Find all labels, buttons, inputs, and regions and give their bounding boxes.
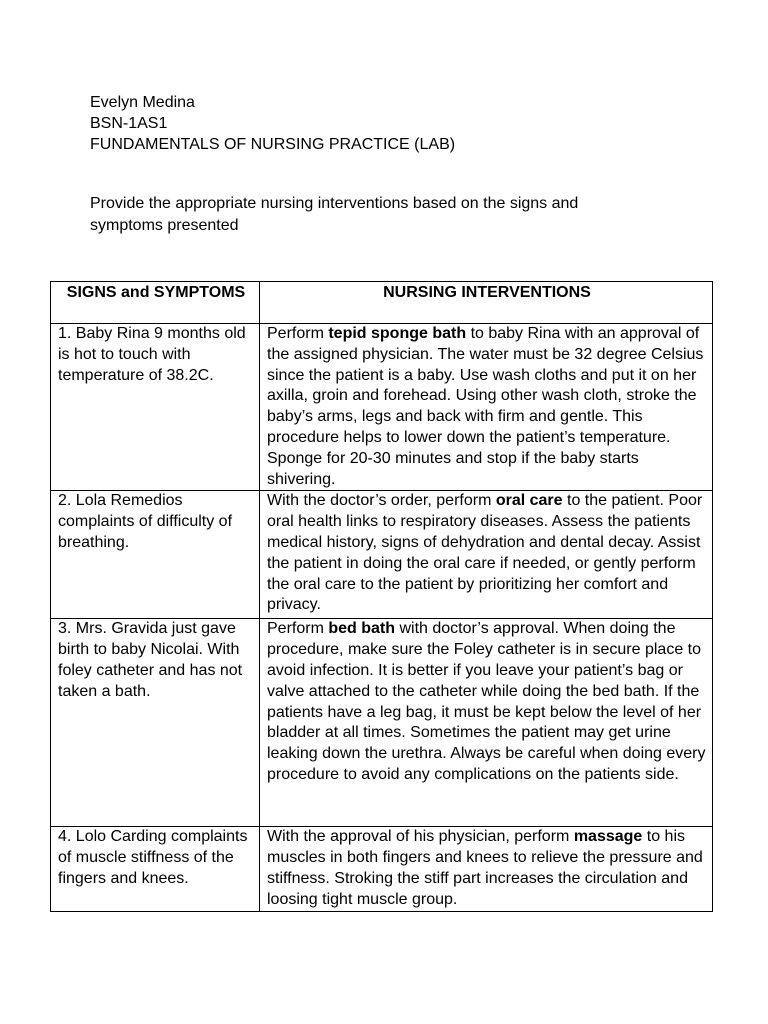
- intervention-text-pre: With the doctor’s order, perform: [267, 492, 496, 510]
- sign-cell: 2. Lola Remedios complaints of difficulty of breathing.: [51, 491, 260, 619]
- interventions-table: [50, 281, 713, 912]
- intervention-keyword: oral care: [495, 492, 563, 510]
- sign-cell: 1. Baby Rina 9 months old is hot to touch with temperature of 38.2C.: [51, 324, 260, 491]
- table-row: [51, 324, 713, 491]
- table-header-row: [51, 282, 713, 324]
- intervention-keyword: bed bath: [328, 620, 396, 638]
- intervention-text-pre: With the approval of his physician, perform: [267, 828, 574, 846]
- intervention-cell: [260, 827, 713, 911]
- table-row: [51, 827, 713, 911]
- course-title: FUNDAMENTALS OF NURSING PRACTICE (LAB): [90, 136, 456, 153]
- intervention-text-pre: Perform: [267, 325, 329, 342]
- header-nursing-interventions: NURSING INTERVENTIONS: [260, 282, 713, 324]
- intervention-text-pre: Perform: [267, 620, 329, 638]
- sign-cell: 3. Mrs. Gravida just gave birth to baby Nicolai. With foley catheter and has not taken a bath.: [51, 619, 260, 827]
- intervention-text-post: to the patient. Poor oral health links to respiratory diseases. Assess the patients medical history, signs of dehydration and dental decay. Assist the patient in doing the oral care if needed, or gently perform the oral care to the patient by prioritizing her comfort and privacy.: [267, 492, 703, 614]
- student-name: Evelyn Medina: [90, 94, 195, 111]
- intervention-text-post: with doctor’s approval. When doing the procedure, make sure the Foley catheter is in secure place to avoid infection. It is better if you leave your patient’s bag or valve attached to the catheter while doing the bed bath. If the patients have a leg bag, it must be kept below the level of her bladder at all times. Sometimes the patient may get urine leaking down the urethra. Always be careful when doing every procedure to avoid any complications on the patients side.: [267, 620, 706, 783]
- sign-cell: 4. Lolo Carding complaints of muscle stiffness of the fingers and knees.: [51, 827, 260, 911]
- intervention-text-post: to his muscles in both fingers and knees to relieve the pressure and stiffness. Stroking the stiff part increases the circulation and loosing tight muscle group.: [267, 828, 703, 908]
- document-header: [90, 92, 455, 155]
- student-section: BSN-1AS1: [90, 115, 168, 132]
- header-signs-symptoms: SIGNS and SYMPTOMS: [51, 282, 260, 324]
- table-row: [51, 619, 713, 827]
- intervention-keyword: tepid sponge bath: [328, 325, 467, 342]
- intervention-keyword: massage: [573, 828, 643, 846]
- instructions-text: Provide the appropriate nursing interventions based on the signs and symptoms presented: [90, 195, 579, 234]
- intervention-cell: [260, 619, 713, 827]
- intervention-text-post: to baby Rina with an approval of the assigned physician. The water must be 32 degree Celsius since the patient is a baby. Use wash cloths and put it on her axilla, groin and forehead. Using other wash cloth, stroke the baby’s arms, legs and back with firm and gentle. This procedure helps to lower down the patient’s temperature. Sponge for 20-30 minutes and stop if the baby starts shivering.: [267, 325, 704, 488]
- intervention-cell: [260, 324, 713, 491]
- table-row: [51, 491, 713, 619]
- intervention-cell: [260, 491, 713, 619]
